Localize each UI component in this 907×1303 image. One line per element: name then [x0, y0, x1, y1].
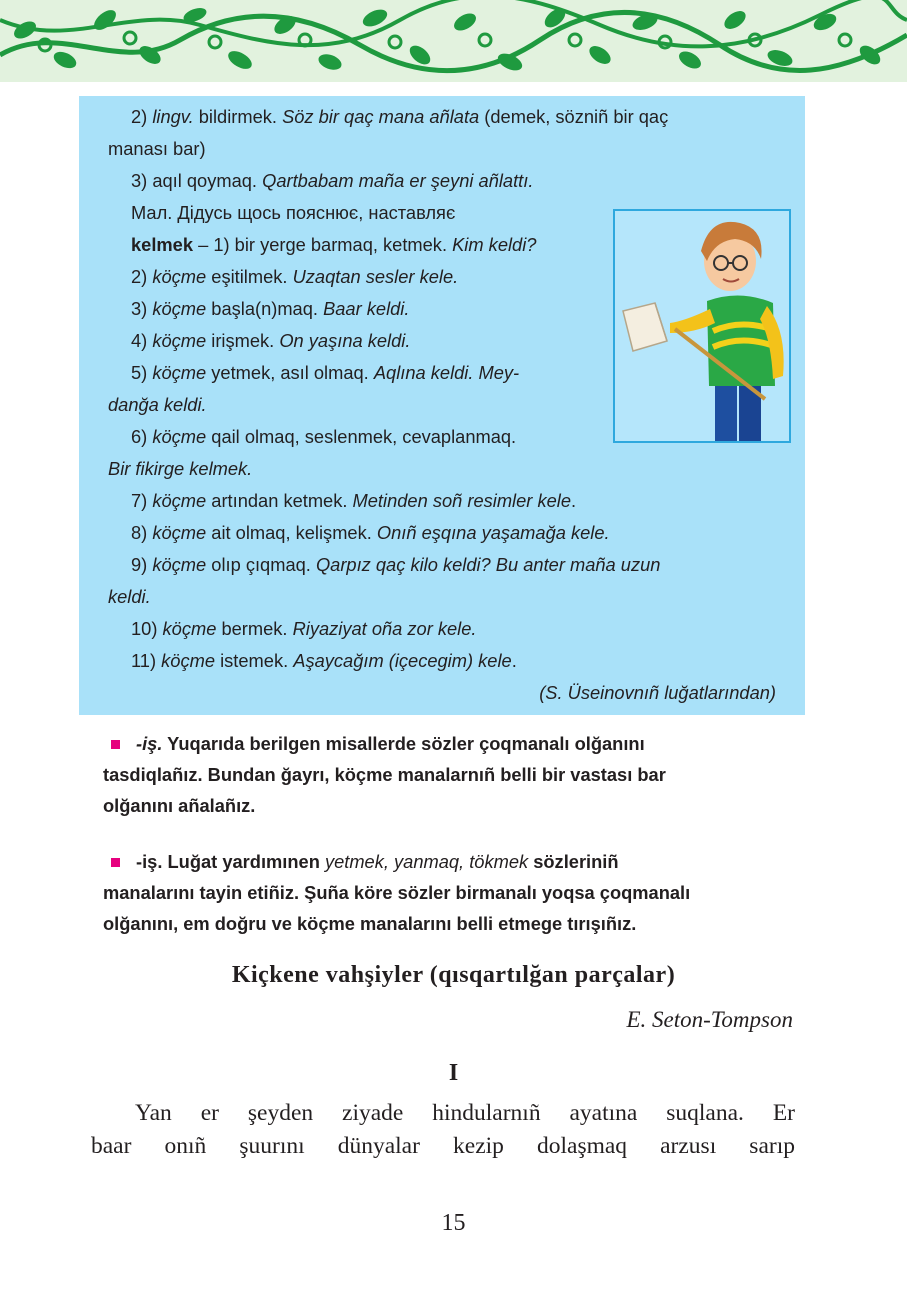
- dict-line: danğa keldi.: [108, 394, 207, 415]
- task-1-line-2: tasdiqlañız. Bundan ğayrı, köçme manalarnıñ belli bir vastası bar: [103, 764, 666, 785]
- floral-ornament-icon: [0, 0, 907, 82]
- task-marker-icon: [111, 858, 120, 867]
- dict-line: manası bar): [108, 138, 206, 159]
- dict-line: 2) lingv. bildirmek. Söz bir qaç mana añlata (demek, sözniñ bir qaç: [131, 106, 669, 127]
- dict-line: keldi.: [108, 586, 151, 607]
- dict-line: 4) köçme irişmek. On yaşına keldi.: [131, 330, 411, 351]
- dictionary-source: (S. Üseinovnıñ luğatlarından): [539, 682, 776, 703]
- task-2-line-2: manalarını tayin etiñiz. Şuña köre sözler birmanalı yoqsa çoqmanalı: [103, 882, 691, 903]
- decorative-banner: [0, 0, 907, 82]
- story-title: Kiçkene vahşiyler (qısqartılğan parçalar): [231, 962, 676, 988]
- page-number: 15: [441, 1210, 466, 1236]
- dict-line: 6) köçme qail olmaq, seslenmek, cevaplanmaq.: [131, 426, 517, 447]
- dict-line: 7) köçme artından ketmek. Metinden soñ resimler kele.: [131, 490, 577, 511]
- dict-line: 9) köçme olıp çıqmaq. Qarpız qaç kilo keldi? Bu anter maña uzun: [131, 554, 661, 575]
- dict-line: 11) köçme istemek. Aşaycağım (içecegim) kele.: [131, 650, 517, 671]
- dict-line: 2) köçme eşitilmek. Uzaqtan sesler kele.: [131, 266, 459, 287]
- task-1: [103, 728, 803, 821]
- teacher-with-pointer-icon: [615, 211, 789, 441]
- chapter-number: I: [448, 1060, 459, 1086]
- task-1-line-1: -iş. Yuqarıda berilgen misallerde sözler çoqmanalı olğanını: [103, 728, 803, 759]
- task-2: [103, 846, 803, 939]
- dict-line: 8) köçme ait olmaq, kelişmek. Onıñ eşqına yaşamağa kele.: [131, 522, 610, 543]
- task-marker-icon: [111, 740, 120, 749]
- dict-line: 10) köçme bermek. Riyaziyat oña zor kele.: [131, 618, 477, 639]
- dictionary-box: [79, 96, 805, 715]
- task-1-line-3: olğanını añalañız.: [103, 795, 256, 816]
- story-line-1: Yan er şeyden ziyade hindularnıñ ayatına suqlana. Er: [135, 1100, 795, 1126]
- dict-line: kelmek – 1) bir yerge barmaq, ketmek. Kim keldi?: [131, 234, 537, 255]
- dict-line: Мал. Дідусь щось пояснює, наставляє: [131, 202, 456, 223]
- teacher-illustration: [613, 209, 791, 443]
- task-2-line-3: olğanını, em doğru ve köçme manalarını belli etmege tırışıñız.: [103, 913, 637, 934]
- dict-line: Bir fikirge kelmek.: [108, 458, 253, 479]
- story-author: E. Seton-Tompson: [626, 1007, 793, 1032]
- dict-line: 5) köçme yetmek, asıl olmaq. Aqlına keldi. Mey-: [131, 362, 520, 383]
- dict-line: 3) köçme başla(n)maq. Baar keldi.: [131, 298, 410, 319]
- story-line-2: baar onıñ şuurını dünyalar kezip dolaşmaq arzusı sarıp: [91, 1133, 795, 1159]
- task-2-line-1: -iş. Luğat yardımınen yetmek, yanmaq, tökmek sözleriniñ: [103, 846, 803, 877]
- dict-line: 3) aqıl qoymaq. Qartbabam maña er şeyni añlattı.: [131, 170, 534, 191]
